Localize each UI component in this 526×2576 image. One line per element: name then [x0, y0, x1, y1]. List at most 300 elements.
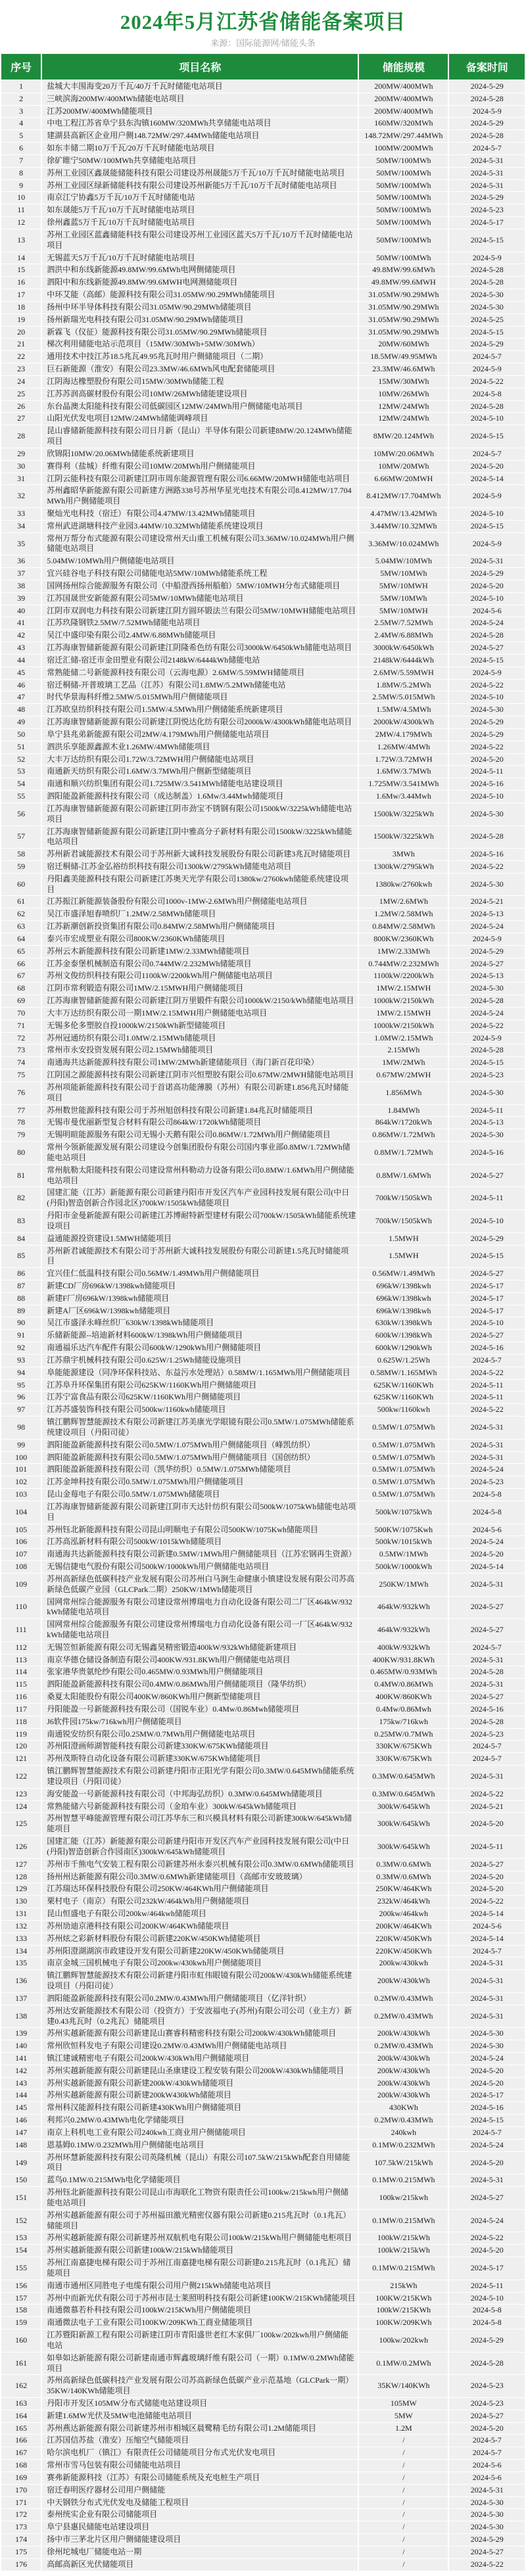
cell-project-name: 苏州新君诚能源技术有限公司于苏州新大诚科技发展股份有限公司新建1.5兆瓦时储能项目 [41, 1245, 358, 1268]
cell-index: 28 [1, 425, 41, 448]
table-row [1, 2534, 525, 2546]
cell-index: 153 [1, 2232, 41, 2245]
cell-index: 139 [1, 2028, 41, 2040]
table-row [1, 1641, 525, 1654]
cell-project-name: 国网常州综合能源服务有限公司建设常州博瑞电力自动化设备有限公司一厂区464kW/932kWh储能电站项目 [41, 1619, 358, 1642]
cell-project-name: 苏州市千熊电气安装工程有限公司新建苏州永泰兴机械有限公司0.3MW/0.6MWh储能项目 [41, 1858, 358, 1871]
cell-index: 32 [1, 485, 41, 508]
cell-filing-date: 2024-5-29 [448, 118, 525, 130]
table-row [1, 555, 525, 568]
cell-filing-date: 2024-5-23 [448, 1728, 525, 1741]
cell-filing-date: 2024-5-14 [448, 1908, 525, 1921]
cell-scale: 0.8MW/1.6MWh [358, 1164, 448, 1187]
cell-index: 101 [1, 1464, 41, 1476]
cell-project-name: 苏州实越新能源有限公司新建100kW/215kWh储能项目 [41, 2245, 358, 2257]
cell-filing-date: 2024-5-31 [448, 1654, 525, 1666]
cell-project-name: 利邦兴0.2MW/0.43MWh电化学储能项目 [41, 2115, 358, 2127]
cell-project-name: 吴江市盛泽旭春喷织厂1.2MW/2.58MWh储能项目 [41, 908, 358, 921]
cell-index: 169 [1, 2471, 41, 2484]
table-row [1, 520, 525, 532]
cell-project-name: 苏州钰北新能源科技有限公司昆山明顺电子有限公司500KW/1075Kwh储能项目 [41, 1524, 358, 1536]
cell-scale: 1MW/2.15MWH [358, 983, 448, 995]
cell-filing-date: 2024-5-27 [448, 1858, 525, 1871]
table-row [1, 1330, 525, 1342]
cell-scale: 0.2MW/0.43MWh [358, 2115, 448, 2127]
cell-index: 110 [1, 1596, 41, 1619]
cell-filing-date: 2024-5-31 [448, 2484, 525, 2496]
cell-scale: / [358, 2435, 448, 2447]
cell-project-name: 丹阳鑫美能源科技有限公司新建江苏奥天光学有限公司1380kw/2760kwh储能系统建设项目 [41, 873, 358, 896]
cell-index: 136 [1, 1970, 41, 1993]
table-row [1, 2028, 525, 2040]
cell-project-name: 昆山金莓电子有限公司0.5MW/1.075MWh储能项目 [41, 1489, 358, 1501]
cell-index: 38 [1, 580, 41, 592]
table-row [1, 630, 525, 642]
cell-project-name: 苏州中而新光伏有限公司于苏州市昆士莱照明科技有限公司新建100KW/215KWh储能项目 [41, 2292, 358, 2305]
cell-project-name: 江苏国晟世安新能源有限公司5MW/10MWh储能电站项目 [41, 592, 358, 605]
cell-project-name: 盐城大丰围海变20万千瓦/40万千瓦时储能电站项目 [41, 80, 358, 93]
cell-scale: 500kW/1000kWh [358, 1561, 448, 1574]
table-row [1, 2471, 525, 2484]
cell-index: 166 [1, 2435, 41, 2447]
cell-index: 176 [1, 2558, 41, 2571]
cell-scale: 330KW/675KWh [358, 1741, 448, 1753]
cell-filing-date: 2024-5-20 [448, 1871, 525, 1883]
cell-scale: 148.72MW/297.44MWh [358, 130, 448, 143]
cell-scale: 0.4MW/0.86MWh [358, 1679, 448, 1691]
cell-project-name: 新霖飞（仪征）能源科技有限公司31.05MW/90.29MWh储能项目 [41, 326, 358, 339]
table-row [1, 1858, 525, 1871]
cell-scale: 3000kW/6450kWh [358, 642, 448, 655]
cell-index: 170 [1, 2484, 41, 2496]
table-row [1, 728, 525, 741]
cell-project-name: 泗洪中和东线新能源49.8MW/99.6MWh电网侧储能项目 [41, 264, 358, 277]
cell-filing-date: 2024-5-30 [448, 873, 525, 896]
table-row [1, 204, 525, 217]
table-row [1, 2558, 525, 2571]
cell-scale: 2.6MW/5.59MWH [358, 667, 448, 679]
cell-project-name: 江苏高泓新材料有限公司500kW/1015kWh储能项目 [41, 1536, 358, 1549]
cell-index: 68 [1, 983, 41, 995]
cell-project-name: 苏州数世能源科技有限公司于苏州旭创科技有限公司新建1.84兆瓦时储能项目 [41, 1104, 358, 1117]
table-row [1, 1654, 525, 1666]
cell-index: 63 [1, 921, 41, 933]
cell-project-name: 江苏200MW/400MWh储能项目 [41, 105, 358, 118]
table-row [1, 1292, 525, 1305]
cell-index: 89 [1, 1305, 41, 1317]
cell-filing-date: 2024-5-7 [448, 1753, 525, 1766]
page-subtitle: 来源：国际能源网/储能头条 [210, 38, 316, 48]
cell-scale: 2.4MW/6.88MWh [358, 630, 448, 642]
table-row [1, 1117, 525, 1129]
table-row [1, 1800, 525, 1813]
cell-scale: 0.5MW/1.075MWh [358, 1451, 448, 1464]
cell-scale: 1.8MW/5.2MWh [358, 679, 448, 691]
cell-scale: 200kW/430kWh [358, 2052, 448, 2065]
table-row [1, 873, 525, 896]
cell-scale: 50MW/100MWh [358, 167, 448, 179]
cell-filing-date: 2024-5-20 [448, 2245, 525, 2257]
cell-index: 88 [1, 1292, 41, 1305]
table-row [1, 1883, 525, 1896]
cell-index: 81 [1, 1164, 41, 1187]
cell-scale: 10MW/26MWh [358, 388, 448, 400]
cell-index: 116 [1, 1691, 41, 1704]
cell-scale: 2.5MW/7.52MWh [358, 617, 448, 630]
cell-filing-date: 2024-5-9 [448, 363, 525, 376]
cell-scale: 200MW/400MWh [358, 105, 448, 118]
cell-project-name: 国建汇能（江苏）新能源有限公司新建丹阳市开发区汽车产业园科技发展有限公司(中日(丹阳)智造创新合作园南区)300kW/645kWh储能项目 [41, 1836, 358, 1859]
cell-project-name: 南通和顺兴纺织集团有限公司1.725MW/3.541MWh储能电站建设项目 [41, 778, 358, 791]
table-row [1, 1164, 525, 1187]
cell-scale: 1.856MWh [358, 1081, 448, 1104]
cell-project-name: 泰兴市宏成塑业有限公司800KW/2360KWh储能项目 [41, 933, 358, 945]
table-row [1, 592, 525, 605]
cell-project-name: 梯次利用储能电站示范项目（15MW/30MWh+5MW/30MWh） [41, 339, 358, 351]
cell-filing-date: 2024-5-9 [448, 252, 525, 264]
cell-filing-date: 2024-5-28 [448, 130, 525, 143]
cell-filing-date: 2024-5-11 [448, 1392, 525, 1404]
cell-filing-date: 2024-5-30 [448, 2040, 525, 2053]
cell-project-name: 泗阳能盈新能源科技有限公司0.5MW/1.075MWh用户侧储能项目（国创纺织） [41, 1451, 358, 1464]
cell-filing-date: 2024-5-20 [448, 460, 525, 473]
cell-index: 85 [1, 1245, 41, 1268]
table-row [1, 1417, 525, 1440]
cell-index: 109 [1, 1573, 41, 1596]
cell-project-name: 南通海共达新能源科技有限公司1MW/2MWh新建储能项目（海门新百花印染） [41, 1057, 358, 1069]
cell-scale: 49.8MW/99.6MWH [358, 277, 448, 289]
cell-index: 141 [1, 2052, 41, 2065]
cell-scale: 696kW/1398kwh [358, 1305, 448, 1317]
cell-project-name: 通用技术中技江苏18.5兆瓦49.95兆瓦时用户侧储能项目（二期） [41, 351, 358, 363]
cell-index: 92 [1, 1342, 41, 1355]
cell-project-name: 南通锐安纺织有限公司0.25MW/0.7MWh用户侧储能电站项目 [41, 1728, 358, 1741]
cell-index: 72 [1, 1032, 41, 1044]
cell-project-name: 阜能能源建设（同净环保科技站、东益污水处理站）0.58MW/1.165MWh用户侧储能项目 [41, 1367, 358, 1379]
cell-scale: 1.725MW/3.541MWh [358, 778, 448, 791]
projects-table [0, 53, 526, 2571]
cell-scale: 700kW/1505kWh [358, 1187, 448, 1210]
cell-scale: 3.44MW/10.32MWh [358, 520, 448, 532]
cell-filing-date: 2024-5-27 [448, 2546, 525, 2558]
cell-scale: 2148kW/6444kWh [358, 654, 448, 667]
cell-project-name: 无锡多伦多塑胶自投1000kW/2150kWh新型储能项目 [41, 1019, 358, 1032]
cell-scale: 15MW/30MWh [358, 375, 448, 388]
table-row [1, 995, 525, 1008]
cell-filing-date: 2024-5-6 [448, 1920, 525, 1932]
cell-index: 13 [1, 229, 41, 252]
cell-index: 18 [1, 301, 41, 314]
cell-index: 80 [1, 1142, 41, 1165]
table-row [1, 413, 525, 425]
cell-scale: 2MW/4.179MWh [358, 728, 448, 741]
table-row [1, 460, 525, 473]
cell-index: 8 [1, 167, 41, 179]
cell-project-name: 苏州新君诚能源技术有限公司于苏州新大诚科技发展股份有限公司新建3兆瓦时储能项目 [41, 849, 358, 861]
cell-project-name: 无锡市曼优丽新型复合材料有限公司864kW/1720kWh储能项目 [41, 1117, 358, 1129]
cell-index: 87 [1, 1280, 41, 1292]
cell-filing-date: 2024-5-10 [448, 413, 525, 425]
table-row [1, 933, 525, 945]
cell-filing-date: 2024-5-28 [448, 630, 525, 642]
cell-scale: 464kW/932kWh [358, 1596, 448, 1619]
cell-filing-date: 2024-5-11 [448, 1104, 525, 1117]
cell-index: 53 [1, 766, 41, 778]
cell-filing-date: 2024-5-16 [448, 2102, 525, 2115]
cell-project-name: 宿迁桐储-江苏金弘裕纺织科技有限公司1300kW/2795kWh储能电站项目 [41, 861, 358, 874]
cell-scale: 500KW/1075Kwh [358, 1524, 448, 1536]
table-row [1, 2375, 525, 2398]
cell-project-name: 赛得利（盐城）纤维有限公司10MW/20MWh用户侧储能项目 [41, 460, 358, 473]
cell-scale: 500kW/1075kWh [358, 1501, 448, 1524]
cell-index: 59 [1, 861, 41, 874]
cell-scale: 18.5MW/49.95MWh [358, 351, 448, 363]
cell-scale: 100kW/215KWh [358, 2305, 448, 2317]
cell-filing-date: 2024-5-29 [448, 716, 525, 729]
cell-filing-date: 2024-5-16 [448, 778, 525, 791]
cell-scale: 100MW/200MWh [358, 143, 448, 155]
cell-project-name: 南京华德仓储设备制造有限公司400KW/931.8KWh用户侧储能电站项目 [41, 1654, 358, 1666]
cell-project-name: 赛弗新能源科技（江苏）有限公司储能系统及充电桩生产项目 [41, 2471, 358, 2484]
cell-filing-date: 2024-5-10 [448, 592, 525, 605]
cell-filing-date: 2024-5-27 [448, 2410, 525, 2422]
cell-project-name: 常州航勒太阳能科技有限公司建设常州科勒动力设备有限公司0.8MW/1.6MWh用户侧储能电站项目 [41, 1164, 358, 1187]
cell-scale: 300kW/645kWh [358, 1813, 448, 1836]
cell-scale: 200kW/430kWh [358, 2090, 448, 2102]
cell-project-name: 吴江中盛印染有限公司2.4MW/6.88MWh储能项目 [41, 630, 358, 642]
table-row [1, 1305, 525, 1317]
cell-scale: 50MW/100MWh [358, 229, 448, 252]
cell-filing-date: 2024-5-30 [448, 301, 525, 314]
cell-filing-date: 2024-5-11 [448, 1836, 525, 1859]
cell-filing-date: 2024-5-27 [448, 1596, 525, 1619]
column-header-scale: 储能规模 [358, 53, 448, 80]
cell-project-name: 泗洪乐享能源鑫源木业1.26MW/4MWh储能项目 [41, 741, 358, 753]
cell-scale: 0.1MW/0.232MWh [358, 2139, 448, 2151]
cell-project-name: 江苏苏润高碳材股份有限公司10MW/26MWh储能建设项目 [41, 388, 358, 400]
cell-project-name: 江苏海康智储新能源有限公司新建江阴隆希色纺有限公司3000kW/6450kWh储能电站项目 [41, 642, 358, 655]
cell-scale: 2.15MWh [358, 1044, 448, 1057]
cell-scale: 200kW/430kWh [358, 1970, 448, 1993]
cell-index: 114 [1, 1666, 41, 1679]
table-row [1, 983, 525, 995]
cell-scale: 0.67MW/2MWH [358, 1069, 448, 1082]
cell-project-name: 乐储新能源--培迪新材料600kW/1398kWh用户侧储能项目 [41, 1330, 358, 1342]
cell-scale: 300kW/645kWh [358, 1800, 448, 1813]
cell-filing-date: 2024-5-10 [448, 791, 525, 803]
cell-scale: 1.26MW/4MWh [358, 741, 448, 753]
cell-filing-date: 2024-5-7 [448, 1354, 525, 1367]
cell-project-name: 新建CD厂房696kW/1398kwh储能项目 [41, 1280, 358, 1292]
cell-scale: 100KW/209KWh [358, 2317, 448, 2330]
cell-filing-date: 2024-5-30 [448, 2521, 525, 2534]
cell-project-name: 江阴云能科技有限公司新建江阴市周东能源管理有限公司6.66MW/20MWH储能电站项目 [41, 473, 358, 485]
table-row [1, 2232, 525, 2245]
table-row [1, 2090, 525, 2102]
cell-project-name: 江苏海康智储新能源有限公司新建江阴万里锻件有限公司1000kW/2150/kWh储能电站项目 [41, 995, 358, 1008]
cell-project-name: 苏州环慧新能源科技有限公司英隆机械（昆山）有限公司107.5kW/215kWh配套自用储能项目 [41, 2151, 358, 2174]
cell-scale: 1MW/2MWh [358, 1057, 448, 1069]
cell-project-name: 苏州燕达新能源有限公司新建苏州市相城区晨鹭精毛纺有限公司1.2M储能项目 [41, 2422, 358, 2435]
table-row [1, 1813, 525, 1836]
cell-project-name: 江苏阜升环保集团有限公司625KW/1160KWh用户侧储能项目 [41, 1379, 358, 1392]
cell-index: 103 [1, 1489, 41, 1501]
cell-project-name: 苏州智慧平峰能源管理有限公司江苏华东三和兴模具材料有限公司新建300kW/645kWh储能项目 [41, 1813, 358, 1836]
cell-index: 25 [1, 388, 41, 400]
cell-filing-date: 2024-5-9 [448, 1032, 525, 1044]
cell-scale: 696kW/1398kwh [358, 1292, 448, 1305]
cell-project-name: 无锡明暄能源服务有限公司无锡小天鹅有限公司0.86MW/1.72MWh用户侧储能项目 [41, 1129, 358, 1142]
cell-project-name: 江苏暨阳新源工程有限公司新建江阴市青阳盛世老红木家俱厂100kw/202kwh用户侧储能电站 [41, 2330, 358, 2353]
cell-project-name: 如皋如达新能源有限公司新建南通市辉鑫玻璃纤维有限公司（一期）0.1MW/0.2MWh储能项目 [41, 2352, 358, 2375]
cell-scale: / [358, 2521, 448, 2534]
cell-scale: 100kw/202kwh [358, 2330, 448, 2353]
cell-scale: 300kW/645kWh [358, 1836, 448, 1859]
table-row [1, 1596, 525, 1619]
cell-project-name: 江苏海康智储新能源有限公司新建江阴市天达针纺织有限公司500kW/1075kWh储能电站项目 [41, 1501, 358, 1524]
cell-filing-date: 2024-5-22 [448, 1367, 525, 1379]
cell-project-name: 苏州钰北新能源科技有限公司昆山市海联化工物资有限责任公司100kw/215kwh用户侧储能电站项目 [41, 2187, 358, 2210]
table-row [1, 1896, 525, 1908]
cell-scale: 5MW/10MWH [358, 605, 448, 617]
cell-scale: 12MW/24MWh [358, 413, 448, 425]
cell-index: 129 [1, 1883, 41, 1896]
table-row [1, 2305, 525, 2317]
table-row [1, 118, 525, 130]
cell-scale: 100kw/215kwh [358, 2187, 448, 2210]
cell-filing-date: 2024-5-13 [448, 1117, 525, 1129]
cell-scale: 500kw/1160kwh [358, 1404, 448, 1417]
cell-project-name: 无锡笠恒新能源有限公司无锡鑫昊精密锻造400kW/932kWh储能新建项目 [41, 1641, 358, 1654]
cell-project-name: 江苏金泰堡机械制造有限公司0.744MW/2.232MWh储能项目 [41, 958, 358, 970]
cell-filing-date: 2024-5-31 [448, 2174, 525, 2187]
cell-index: 37 [1, 568, 41, 580]
cell-project-name: 苏州工业园区鑫晟能储能科技有限公司建设苏州晟能5万千瓦/10万千瓦时储能电站项目 [41, 167, 358, 179]
cell-scale: 250KW/464KWh [358, 1883, 448, 1896]
cell-index: 171 [1, 2496, 41, 2509]
table-row [1, 2245, 525, 2257]
table-row [1, 154, 525, 167]
cell-scale: 400KW/860KWh [358, 1691, 448, 1704]
cell-project-name: 苏州云木新能源科技有限公司新建1MW/2.33MWh储能项目 [41, 945, 358, 958]
table-row [1, 1210, 525, 1233]
cell-filing-date: 2024-5-25 [448, 314, 525, 326]
table-row [1, 1788, 525, 1800]
cell-filing-date: 2024-5-7 [448, 143, 525, 155]
cell-filing-date: 2024-5-30 [448, 1081, 525, 1104]
cell-scale: 1.2M [358, 2422, 448, 2435]
cell-index: 43 [1, 642, 41, 655]
cell-filing-date: 2024-5-7 [448, 448, 525, 460]
cell-project-name: 时代华景海科纤维2.5MW/5.015MWh用户侧储能项目 [41, 691, 358, 704]
cell-index: 118 [1, 1716, 41, 1728]
table-row [1, 849, 525, 861]
cell-project-name: 5.04MW/10MWh用户侧储能电站项目 [41, 555, 358, 568]
cell-index: 174 [1, 2534, 41, 2546]
cell-index: 125 [1, 1813, 41, 1836]
cell-project-name: 宿迁汇储-宿迁市金田塑业有限公司2148kW/6444kWh储能电站 [41, 654, 358, 667]
cell-scale: 1.6Mw/3.44Mwh [358, 791, 448, 803]
table-row [1, 93, 525, 105]
cell-index: 39 [1, 592, 41, 605]
cell-filing-date: 2024-5-31 [448, 1573, 525, 1596]
table-row [1, 388, 525, 400]
cell-scale: 600kW/1398kWh [358, 1330, 448, 1342]
cell-project-name: 南通微慕若朴科技有限公司100kW/215KWh用户侧储能项目 [41, 2305, 358, 2317]
table-row [1, 1992, 525, 2005]
table-row [1, 2521, 525, 2534]
cell-filing-date: 2024-5-16 [448, 1703, 525, 1716]
table-row [1, 351, 525, 363]
cell-project-name: 泰州统实企业有限公司储能项目 [41, 2509, 358, 2521]
cell-filing-date: 2024-5-16 [448, 1142, 525, 1165]
table-row [1, 1489, 525, 1501]
cell-scale: 0.1MW/0.215MWh [358, 2174, 448, 2187]
cell-project-name: 南京上科机电工业有限公司240kwh工商业用户侧储能项目 [41, 2126, 358, 2139]
cell-project-name: 南京金城三国机械电子有限公司200kw/430kwh用户侧储能项目 [41, 1957, 358, 1970]
cell-index: 97 [1, 1404, 41, 1417]
cell-index: 93 [1, 1354, 41, 1367]
cell-scale: 0.3MW/0.6MWh [358, 1858, 448, 1871]
table-row [1, 1342, 525, 1355]
cell-filing-date: 2024-5-29 [448, 339, 525, 351]
cell-filing-date: 2024-5-6 [448, 605, 525, 617]
table-row [1, 958, 525, 970]
cell-scale: 175kw/716kwh [358, 1716, 448, 1728]
cell-filing-date: 2024-5-23 [448, 1069, 525, 1082]
cell-scale: 31.05MW/90.29MWh [358, 314, 448, 326]
cell-filing-date: 2024-5-28 [448, 995, 525, 1008]
cell-project-name: 江苏振江新能源装备股份有限公司1000v-1MW-2.6MWh用户侧储能电站项目 [41, 896, 358, 908]
cell-scale: 240kwh [358, 2126, 448, 2139]
cell-filing-date: 2024-5-16 [448, 849, 525, 861]
cell-project-name: 桑夏太阳能股份有限公司400KW/860KWh用户侧新型储能项目 [41, 1691, 358, 1704]
cell-filing-date: 2024-5-31 [448, 555, 525, 568]
cell-filing-date: 2024-5-29 [448, 192, 525, 204]
table-row [1, 1142, 525, 1165]
cell-scale: 1100kW/2200kWh [358, 970, 448, 983]
table-row [1, 766, 525, 778]
cell-index: 130 [1, 1896, 41, 1908]
cell-scale: 700kW/1505kWh [358, 1210, 448, 1233]
cell-index: 164 [1, 2410, 41, 2422]
table-row [1, 264, 525, 277]
cell-index: 119 [1, 1728, 41, 1741]
cell-index: 27 [1, 413, 41, 425]
cell-filing-date: 2024-5-28 [448, 826, 525, 849]
cell-scale: 2000kW/4300kWh [358, 716, 448, 729]
table-row [1, 1703, 525, 1716]
cell-project-name: 苏州项能新能源科技有限公司于首诺高功能薄膜（苏州）有限公司新建1.856兆瓦时储能项目 [41, 1081, 358, 1104]
cell-index: 54 [1, 778, 41, 791]
table-row [1, 339, 525, 351]
cell-project-name: 栗村电子（南京）有限公司232kW/464kWh用户侧储能项目 [41, 1896, 358, 1908]
table-row [1, 1957, 525, 1970]
cell-scale: 220KW/450KWh [358, 1945, 448, 1957]
page [0, 5, 526, 2571]
cell-project-name: 扬州中环半导体科技有限公司31.05MW/90.29MWh储能项目 [41, 301, 358, 314]
table-row [1, 580, 525, 592]
cell-scale: 5MW/10MWh [358, 568, 448, 580]
cell-project-name: 江苏海康智储新能源有限公司新建江阴市劲宝不锈钢有限公司1500kW/3225kWh储能电站项目 [41, 803, 358, 826]
cell-project-name: 国建汇能（江苏）新能源有限公司新建丹阳市开发区汽车产业园科技发展有限公司(中日(丹阳)智造创新合作园北区)700kW/1505kWh储能项目 [41, 1187, 358, 1210]
table-row [1, 1081, 525, 1104]
cell-filing-date: 2024-5-28 [448, 264, 525, 277]
cell-project-name: 江阴海达橡塑股份有限公司15MW/30MWh储能工程 [41, 375, 358, 388]
cell-project-name: 苏州实越新能源有限公司新建200kW430kWh储能项目 [41, 2090, 358, 2102]
cell-filing-date: 2024-5-28 [448, 2352, 525, 2375]
cell-index: 26 [1, 400, 41, 413]
